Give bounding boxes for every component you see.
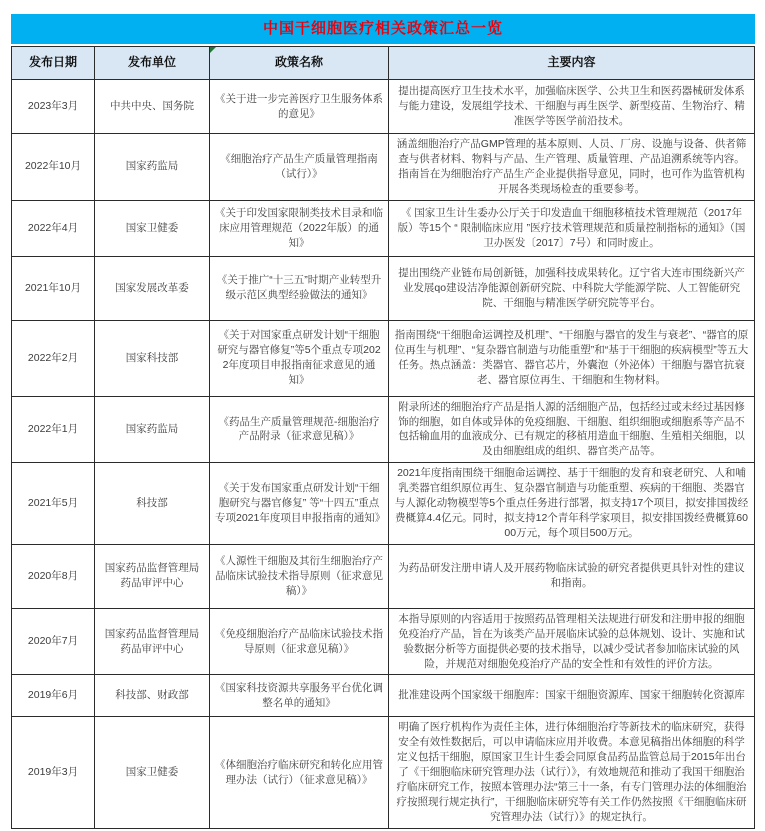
cell-date: 2022年10月 <box>12 134 95 201</box>
cell-unit: 国家药品监督管理局药品审评中心 <box>95 608 210 675</box>
cell-policy: 《关于印发国家限制类技术目录和临床应用管理规范（2022年版）的通知》 <box>210 200 389 256</box>
cell-content: 为药品研发注册申请人及开展药物临床试验的研究者提供更具针对性的建议和指南。 <box>389 544 755 608</box>
cell-unit: 科技部、财政部 <box>95 675 210 717</box>
cell-policy: 《关于推广“十三五”时期产业转型升级示范区典型经验做法的通知》 <box>210 256 389 320</box>
table-row <box>12 80 755 134</box>
green-corner-marker-icon <box>210 47 216 53</box>
cell-date: 2022年4月 <box>12 200 95 256</box>
table-row <box>12 675 755 717</box>
cell-unit: 国家卫健委 <box>95 200 210 256</box>
table-row <box>12 256 755 320</box>
cell-date: 2022年1月 <box>12 396 95 463</box>
cell-policy: 《药品生产质量管理规范-细胞治疗产品附录（征求意见稿）》 <box>210 396 389 463</box>
cell-content: 2021年度指南围绕干细胞命运调控、基于干细胞的发育和衰老研究、人和哺乳类器官组织原位再生、复杂器官制造与功能重塑、疾病的干细胞、类器官与人源化动物模型等5个重点任务进行部署，拟支持17个项目，拟安排国拨经费概算4.4亿元。同时，拟支持12个青年科学家项目，拟安排国拨经费概算6000万元，每个项目500万元。 <box>389 463 755 545</box>
cell-content: 提出围绕产业链布局创新链，加强科技成果转化。辽宁省大连市围绕新兴产业发展qo建设洁净能源创新研究院、中科院大学能源学院、人工智能研究院、干细胞与精准医学研究院等平台。 <box>389 256 755 320</box>
cell-content: 提出提高医疗卫生技术水平，加强临床医学、公共卫生和医药器械研发体系与能力建设，发展组学技术、干细胞与再生医学、新型疫苗、生物治疗、精准医学等医学前沿技术。 <box>389 80 755 134</box>
header-label: 发布日期 <box>28 55 77 70</box>
table-row <box>12 544 755 608</box>
cell-date: 2020年8月 <box>12 544 95 608</box>
cell-content: 《 国家卫生计生委办公厅关于印发造血干细胞移植技术管理规范（2017年版）等15个 “ 限制临床应用 ”医疗技术管理规范和质量控制指标的通知》（国卫办医发〔2017〕7号）和同时废止。 <box>389 200 755 256</box>
cell-date: 2022年2月 <box>12 320 95 396</box>
cell-policy: 《人源性干细胞及其衍生细胞治疗产品临床试验技术指导原则（征求意见稿）》 <box>210 544 389 608</box>
policy-table <box>11 46 755 829</box>
cell-unit: 科技部 <box>95 463 210 545</box>
cell-date: 2019年6月 <box>12 675 95 717</box>
header-label: 发布单位 <box>127 55 176 70</box>
table-header <box>12 47 755 80</box>
cell-policy: 《国家科技资源共享服务平台优化调整名单的通知》 <box>210 675 389 717</box>
cell-content: 明确了医疗机构作为责任主体，进行体细胞治疗等新技术的临床研究，获得安全有效性数据后，可以申请临床应用并收费。本意见稿指出体细胞的科学定义包括干细胞，原国家卫生计生委会同原食品药品监管总局于2015年出台了《干细胞临床研究管理办法（试行）》，有效地规范和推动了我国干细胞治疗临床研究工作，按照本管理办法“第三十一条，有专门管理办法的体细胞治疗按照现行规定执行”，干细胞临床研究等有关工作仍然按照《干细胞临床研究管理办法（试行）》的规定执行。 <box>389 717 755 828</box>
table-row <box>12 463 755 545</box>
header-cell-2 <box>210 47 389 80</box>
table-row <box>12 320 755 396</box>
cell-date: 2023年3月 <box>12 80 95 134</box>
table-row <box>12 200 755 256</box>
cell-content: 批准建设两个国家级干细胞库：国家干细胞资源库、国家干细胞转化资源库 <box>389 675 755 717</box>
cell-content: 涵盖细胞治疗产品GMP管理的基本原则、人员、厂房、设施与设备、供者筛查与供者材料、物料与产品、生产管理、质量管理、产品追溯系统等内容。指南旨在为细胞治疗产品生产企业提供指导意见，同时，也可作为监管机构开展各类现场检查的重要参考。 <box>389 134 755 201</box>
header-label: 主要内容 <box>547 55 596 70</box>
cell-unit: 国家发展改革委 <box>95 256 210 320</box>
policy-summary-sheet <box>11 14 755 829</box>
header-cell-1 <box>95 47 210 80</box>
table-row <box>12 608 755 675</box>
cell-policy: 《关于进一步完善医疗卫生服务体系的意见》 <box>210 80 389 134</box>
cell-unit: 国家科技部 <box>95 320 210 396</box>
header-cell-3 <box>389 47 755 80</box>
cell-date: 2021年10月 <box>12 256 95 320</box>
cell-date: 2021年5月 <box>12 463 95 545</box>
table-body <box>12 80 755 829</box>
cell-policy: 《关于对国家重点研发计划“干细胞研究与器官修复”等5个重点专项2022年度项目申报指南征求意见的通知》 <box>210 320 389 396</box>
table-row <box>12 396 755 463</box>
cell-date: 2020年7月 <box>12 608 95 675</box>
cell-policy: 《免疫细胞治疗产品临床试验技术指导原则（征求意见稿）》 <box>210 608 389 675</box>
table-row <box>12 717 755 828</box>
header-cell-0 <box>12 47 95 80</box>
cell-policy: 《细胞治疗产品生产质量管理指南（试行）》 <box>210 134 389 201</box>
cell-content: 指南围绕“干细胞命运调控及机理”、“干细胞与器官的发生与衰老”、“器官的原位再生与机理”、“复杂器官制造与功能重塑”和“基于干细胞的疾病模型”等五大任务。热点涵盖：类器官、器官芯片，外囊泡（外泌体）干细胞与器官抗衰老、器官原位再生、干细胞和生物材料。 <box>389 320 755 396</box>
cell-policy: 《关于发布国家重点研发计划“干细胞研究与器官修复” 等“十四五”重点专项2021年度项目申报指南的通知》 <box>210 463 389 545</box>
cell-unit: 国家药监局 <box>95 396 210 463</box>
cell-unit: 国家卫健委 <box>95 717 210 828</box>
cell-content: 本指导原则的内容适用于按照药品管理相关法规进行研发和注册申报的细胞免疫治疗产品，旨在为该类产品开展临床试验的总体规划、设计、实施和试验数据分析等方面提供必要的技术指导，以减少受试者参加临床试验的风险，并规范对细胞免疫治疗产品的安全性和有效性的评价方法。 <box>389 608 755 675</box>
page-title: 中国干细胞医疗相关政策汇总一览 <box>11 14 755 44</box>
cell-policy: 《体细胞治疗临床研究和转化应用管理办法（试行）（征求意见稿）》 <box>210 717 389 828</box>
header-row <box>12 47 755 80</box>
cell-content: 附录所述的细胞治疗产品是指人源的活细胞产品，包括经过或未经过基因修饰的细胞，如自体或异体的免疫细胞、干细胞、组织细胞或细胞系等产品不包括输血用的血液成分、已有规定的移植用造血干细胞、生殖相关细胞，以及由细胞组成的组织、器官类产品等。 <box>389 396 755 463</box>
header-label: 政策名称 <box>274 55 323 70</box>
cell-date: 2019年3月 <box>12 717 95 828</box>
cell-unit: 国家药品监督管理局药品审评中心 <box>95 544 210 608</box>
cell-unit: 国家药监局 <box>95 134 210 201</box>
cell-unit: 中共中央、国务院 <box>95 80 210 134</box>
table-row <box>12 134 755 201</box>
